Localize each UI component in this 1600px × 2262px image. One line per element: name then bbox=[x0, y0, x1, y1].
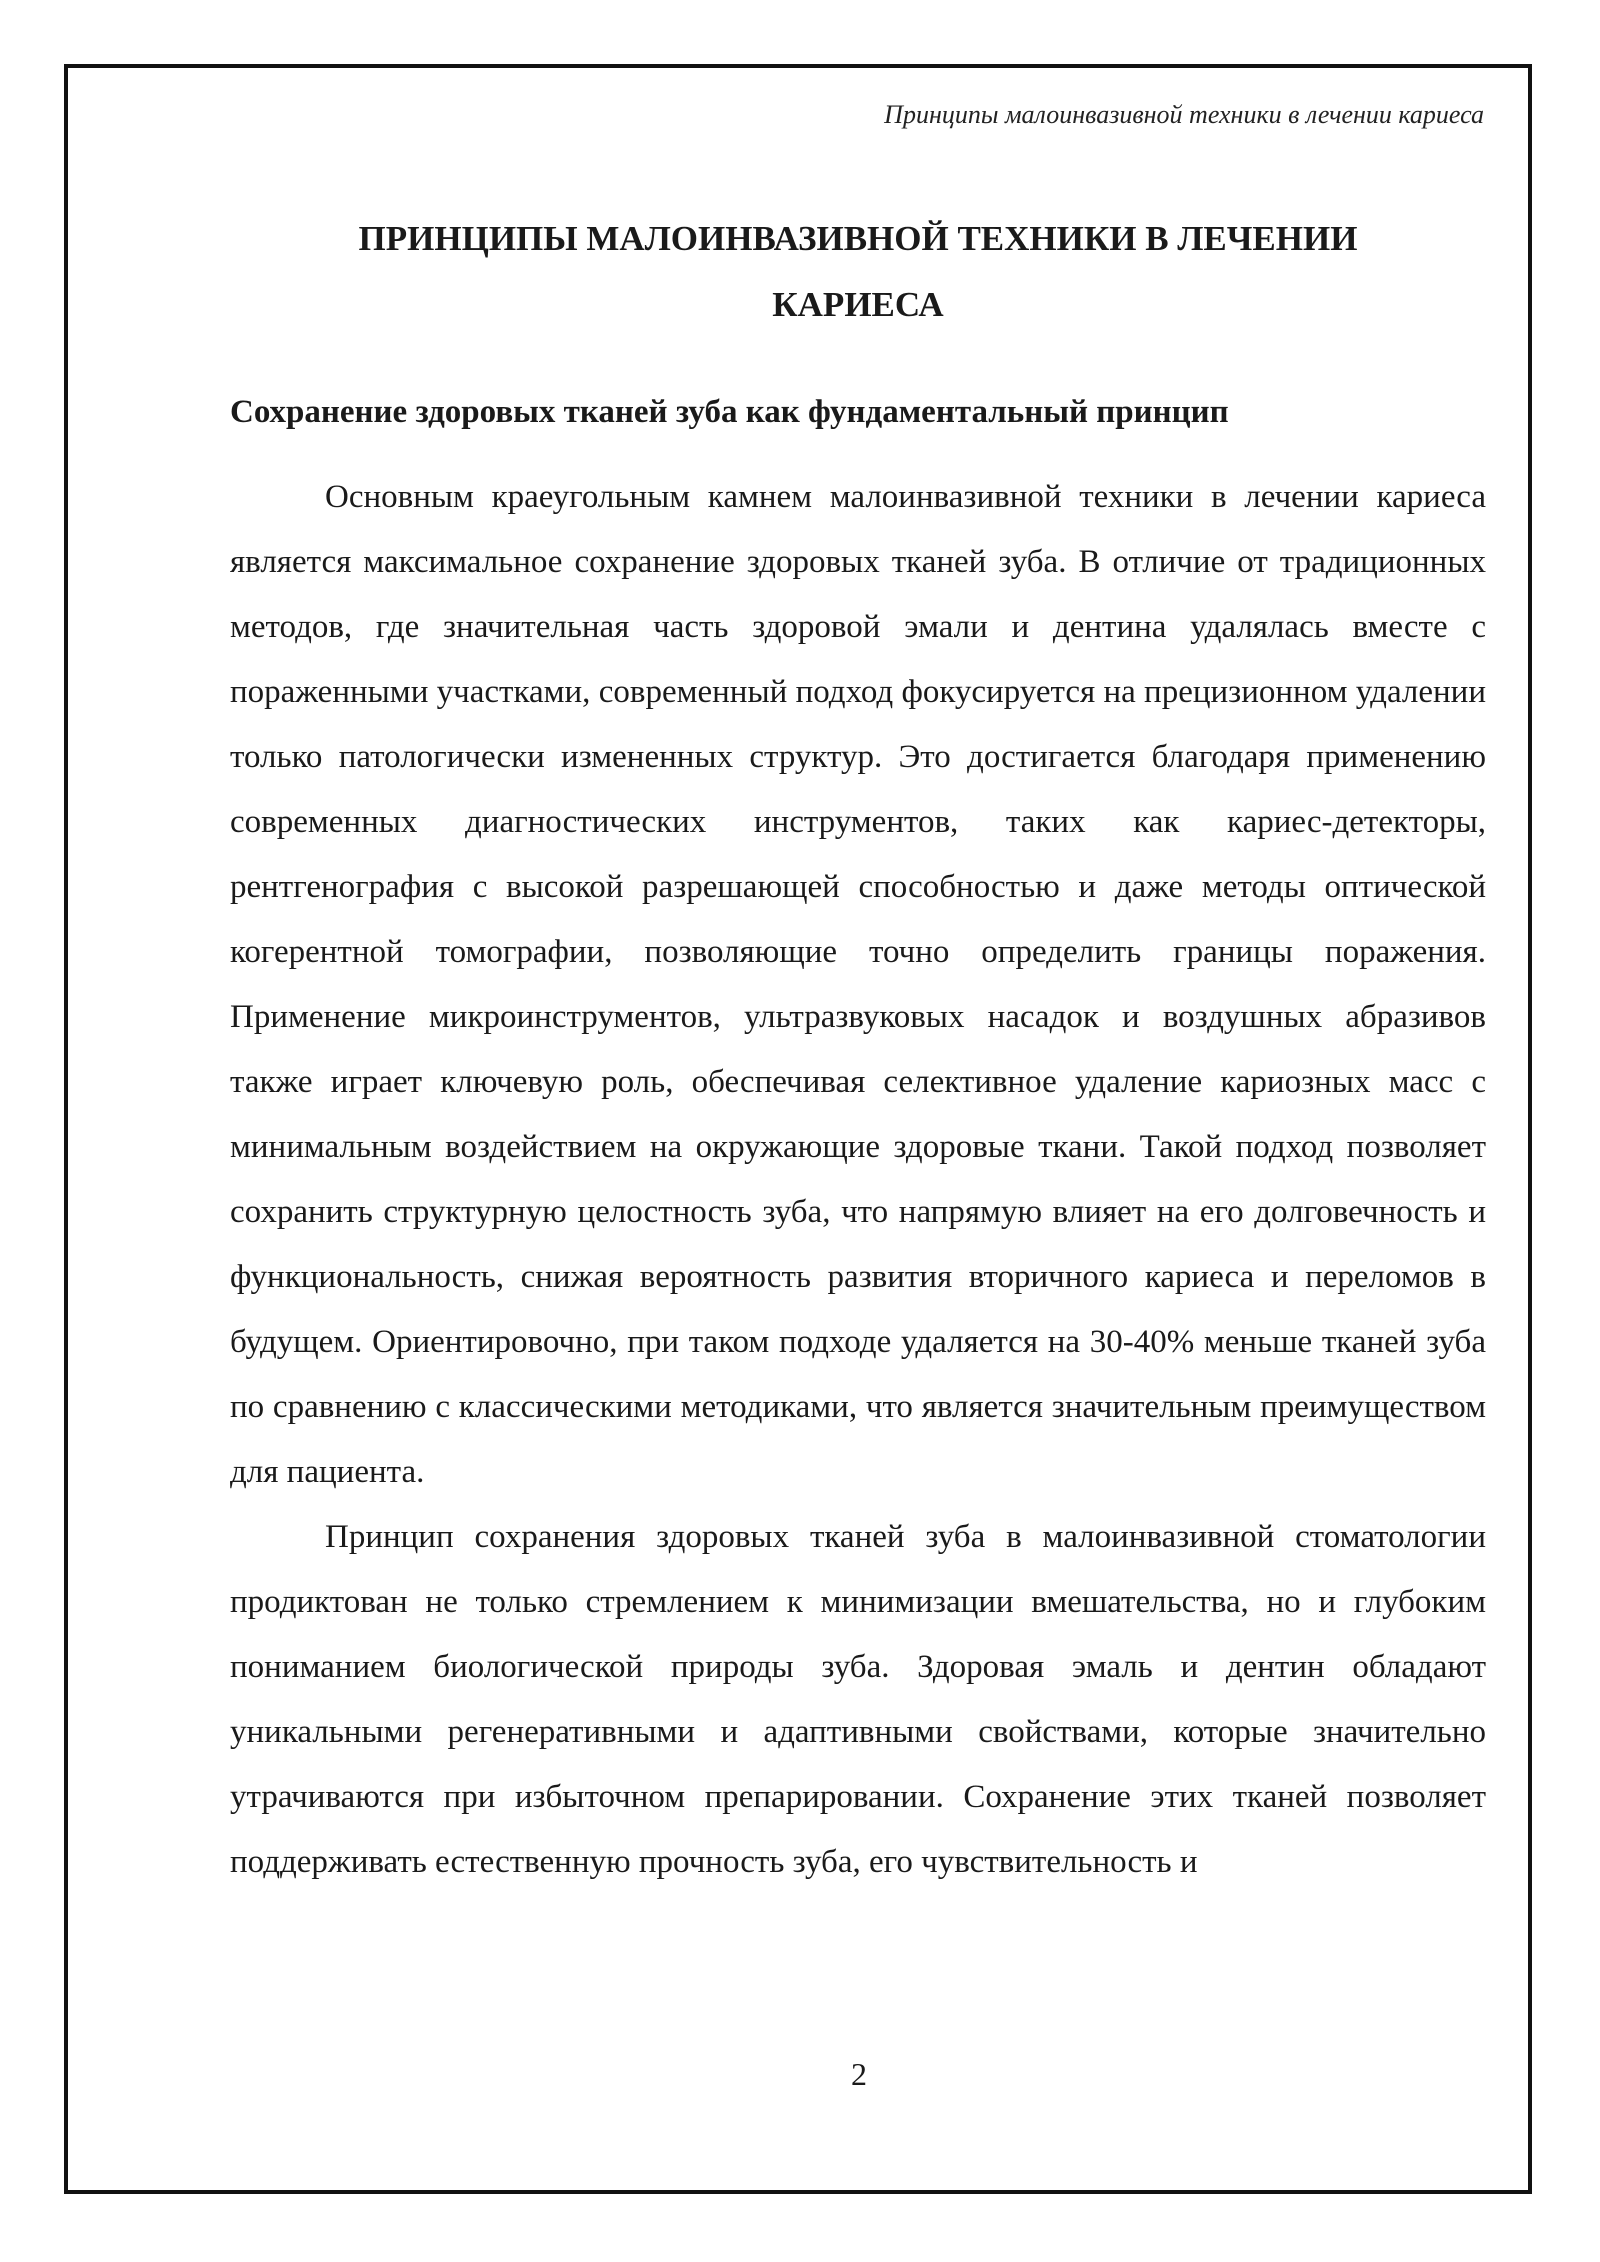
section-heading: Сохранение здоровых тканей зуба как фундаментальный принцип bbox=[230, 394, 1229, 430]
document-title-line-1: ПРИНЦИПЫ МАЛОИНВАЗИВНОЙ ТЕХНИКИ В ЛЕЧЕНИИ bbox=[358, 219, 1358, 258]
paragraph-2: Принцип сохранения здоровых тканей зуба в малоинвазивной стоматологии продиктован не только стремлением к минимизации вмешательства, но и глубоким пониманием биологической природы зуба. Здоровая эмаль и дентин обладают уникальными регенеративными и адаптивными свойствами, которые значительно утрачиваются при избыточном препарировании. Сохранение этих тканей позволяет поддерживать естественную прочность зуба, его чувствительность и bbox=[230, 1519, 1486, 1880]
document-title bbox=[230, 206, 1486, 338]
page-number: 2 bbox=[851, 2056, 867, 2092]
body-text bbox=[230, 465, 1486, 1895]
document-title-line-2: КАРИЕСА bbox=[772, 285, 944, 324]
paragraph-1: Основным краеугольным камнем малоинвазивной техники в лечении кариеса является максимальное сохранение здоровых тканей зуба. В отличие от традиционных методов, где значительная часть здоровой эмали и дентина удалялась вместе с пораженными участками, современный подход фокусируется на прецизионном удалении только патологически измененных структур. Это достигается благодаря применению современных диагностических инструментов, таких как кариес-детекторы, рентгенография с высокой разрешающей способностью и даже методы оптической когерентной томографии, позволяющие точно определить границы поражения. Применение микроинструментов, ультразвуковых насадок и воздушных абразивов также играет ключевую роль, обеспечивая селективное удаление кариозных масс с минимальным воздействием на окружающие здоровые ткани. Такой подход позволяет сохранить структурную целостность зуба, что напрямую влияет на его долговечность и функциональность, снижая вероятность развития вторичного кариеса и переломов в будущем. Ориентировочно, при таком подходе удаляется на 30-40% меньше тканей зуба по сравнению с классическими методиками, что является значительным преимуществом для пациента. bbox=[230, 479, 1486, 1490]
running-header: Принципы малоинвазивной техники в лечении кариеса bbox=[884, 100, 1484, 129]
